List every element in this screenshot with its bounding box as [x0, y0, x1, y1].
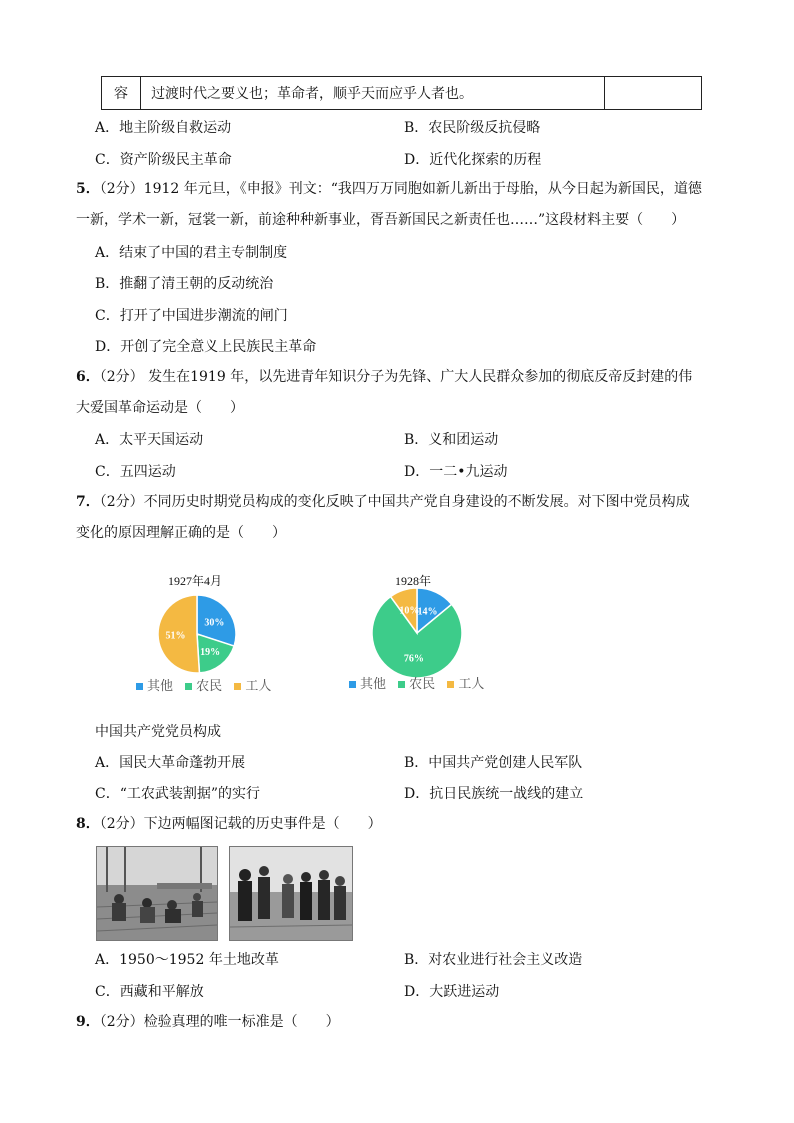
q5-number: 5． — [76, 181, 100, 197]
q6-option-a[interactable]: A．太平天国运动 — [95, 432, 204, 448]
q5-option-d[interactable]: D．开创了完全意义上民族民主革命 — [95, 339, 317, 355]
q8-option-d[interactable]: D．大跃进运动 — [404, 984, 500, 1000]
q5-score: （2分） — [99, 181, 144, 197]
q5-option-b[interactable]: B．推翻了清王朝的反动统治 — [95, 276, 274, 292]
q7-text-1: 不同历史时期党员构成的变化反映了中国共产党自身建设的不断发展。对下图中党员构成 — [143, 494, 690, 510]
legend-label-peasant: 农民 — [409, 677, 436, 692]
q7-score: （2分） — [99, 494, 144, 510]
pie-label-worker: 10% — [399, 605, 420, 617]
q6-text-1: 发生在1919 年，以先进青年知识分子为先锋、广大人民群众参加的彻底反帝反封建的伟 — [143, 369, 693, 385]
q8-text-1: 下边两幅图记载的历史事件是（ ） — [143, 816, 382, 832]
q7-chart-caption: 中国共产党党员构成 — [95, 724, 221, 740]
pie-label-peasant: 19% — [200, 646, 221, 658]
chart2-title: 1928年 — [395, 574, 432, 588]
q7-number: 7． — [76, 494, 100, 510]
q9-score: （2分） — [99, 1014, 144, 1030]
material-table — [101, 76, 702, 110]
q6-option-b[interactable]: B．义和团运动 — [404, 432, 499, 448]
q4-option-b[interactable]: B．农民阶级反抗侵略 — [404, 120, 541, 136]
q6-stem-line2: 大爱国革命运动是（ ） — [76, 400, 244, 416]
legend-swatch-peasant — [398, 681, 405, 688]
q8-option-a[interactable]: A．1950～1952 年土地改革 — [95, 952, 279, 968]
legend-label-other: 其他 — [147, 679, 174, 694]
q8-stem-line1 — [76, 814, 382, 834]
q9-number: 9． — [76, 1014, 100, 1030]
pie-label-other: 14% — [417, 606, 438, 618]
legend-label-peasant: 农民 — [196, 679, 223, 694]
historical-photo-group — [229, 846, 353, 941]
legend-swatch-worker — [234, 683, 241, 690]
field-work-illustration — [97, 847, 217, 940]
q6-stem-line1 — [76, 367, 692, 387]
q8-option-c[interactable]: C．西藏和平解放 — [95, 984, 204, 1000]
q4-option-d[interactable]: D．近代化探索的历程 — [404, 152, 542, 168]
q6-score: （2分） — [99, 369, 144, 385]
q5-option-a[interactable]: A．结束了中国的君主专制制度 — [95, 245, 288, 261]
q5-option-c[interactable]: C．打开了中国进步潮流的闸门 — [95, 308, 288, 324]
pie-chart-1928 — [365, 588, 465, 680]
legend-swatch-peasant — [185, 683, 192, 690]
q5-text-1: 1912 年元旦，《申报》刊文：“我四万万同胞如新儿新出于母胎，从今日起为新国民，道德 — [143, 181, 702, 197]
group-illustration — [230, 847, 352, 940]
q6-option-c[interactable]: C．五四运动 — [95, 464, 176, 480]
pie-label-worker: 51% — [165, 630, 186, 642]
legend-label-worker: 工人 — [458, 677, 485, 692]
legend-swatch-other — [136, 683, 143, 690]
chart2-legend — [349, 673, 492, 692]
legend-swatch-other — [349, 681, 356, 688]
q8-score: （2分） — [99, 816, 144, 832]
legend-swatch-worker — [447, 681, 454, 688]
q6-number: 6． — [76, 369, 100, 385]
q7-option-d[interactable]: D．抗日民族统一战线的建立 — [404, 786, 584, 802]
q8-number: 8． — [76, 816, 100, 832]
q5-stem-line2: 一新，学术一新，冠裳一新，前途种种新事业，胥吾新国民之新责任也……”这段材料主要（ ） — [76, 212, 686, 228]
q4-option-a[interactable]: A．地主阶级自救运动 — [95, 120, 232, 136]
pie-label-other: 30% — [204, 617, 225, 629]
table-empty-cell — [604, 77, 701, 110]
historical-photo-field-work — [96, 846, 218, 941]
q7-option-a[interactable]: A．国民大革命蓬勃开展 — [95, 755, 246, 771]
pie-label-peasant: 76% — [403, 653, 424, 665]
q9-stem-line1 — [76, 1012, 340, 1032]
table-text: 过渡时代之要义也；革命者，顺乎天而应乎人者也。 — [141, 77, 605, 110]
q8-option-b[interactable]: B．对农业进行社会主义改造 — [404, 952, 583, 968]
q7-stem-line1 — [76, 492, 690, 512]
chart1-title: 1927年4月 — [168, 574, 223, 588]
legend-label-worker: 工人 — [245, 679, 272, 694]
q7-option-b[interactable]: B．中国共产党创建人民军队 — [404, 755, 583, 771]
table-row-label: 容 — [102, 77, 141, 110]
q7-option-c[interactable]: C．“工农武装割据”的实行 — [95, 786, 261, 802]
legend-label-other: 其他 — [360, 677, 387, 692]
q9-text-1: 检验真理的唯一标准是（ ） — [143, 1014, 340, 1030]
q4-option-c[interactable]: C．资产阶级民主革命 — [95, 152, 232, 168]
q7-stem-line2: 变化的原因理解正确的是（ ） — [76, 525, 286, 541]
chart1-legend — [136, 675, 279, 694]
q5-stem-line1 — [76, 179, 702, 199]
pie-chart-1927 — [150, 588, 250, 680]
q6-option-d[interactable]: D．一二•九运动 — [404, 464, 508, 480]
